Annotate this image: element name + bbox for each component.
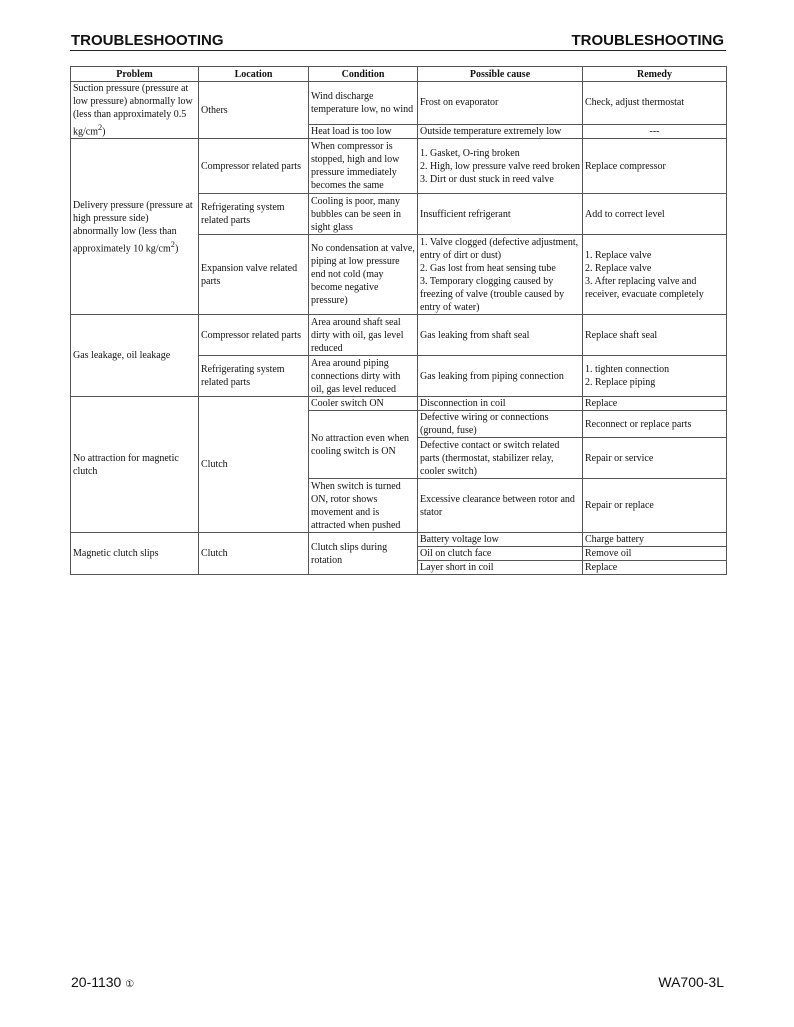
cause-cell: 1. Gasket, O-ring broken 2. High, low pressure valve reed broken 3. Dirt or dust stuck in reed valve	[418, 139, 583, 194]
remedy-cell: Reconnect or replace parts	[583, 411, 727, 438]
remedy-cell: Charge battery	[583, 533, 727, 547]
location-cell: Refrigerating system related parts	[199, 194, 309, 235]
cause-cell: Gas leaking from piping connection	[418, 356, 583, 397]
cause-cell: Layer short in coil	[418, 561, 583, 575]
table-row	[71, 139, 727, 194]
condition-cell: Cooling is poor, many bubbles can be seen in sight glass	[309, 194, 418, 235]
condition-cell: Area around piping connections dirty with oil, gas level reduced	[309, 356, 418, 397]
remedy-cell: Replace shaft seal	[583, 315, 727, 356]
cause-cell: Oil on clutch face	[418, 547, 583, 561]
cause-cell: Disconnection in coil	[418, 397, 583, 411]
location-cell: Refrigerating system related parts	[199, 356, 309, 397]
cause-cell: 1. Valve clogged (defective adjustment, entry of dirt or dust) 2. Gas lost from heat sensing tube 3. Temporary clogging caused by freezing of valve (trouble caused by entry of water)	[418, 235, 583, 315]
condition-cell: When switch is turned ON, rotor shows movement and is attracted when pushed	[309, 479, 418, 533]
condition-cell: Cooler switch ON	[309, 397, 418, 411]
model-name: WA700-3L	[658, 974, 724, 990]
remedy-cell: ---	[583, 124, 727, 139]
column-header-cause: Possible cause	[418, 67, 583, 82]
remedy-cell: 1. Replace valve 2. Replace valve 3. After replacing valve and receiver, evacuate completely	[583, 235, 727, 315]
column-header-location: Location	[199, 67, 309, 82]
table-row	[71, 533, 727, 547]
table-row	[71, 82, 727, 125]
cause-cell: Outside temperature extremely low	[418, 124, 583, 139]
location-cell: Compressor related parts	[199, 315, 309, 356]
cause-cell: Frost on evaporator	[418, 82, 583, 125]
location-cell: Expansion valve related parts	[199, 235, 309, 315]
location-cell: Clutch	[199, 533, 309, 575]
remedy-cell: Repair or replace	[583, 479, 727, 533]
location-cell: Compressor related parts	[199, 139, 309, 194]
cause-cell: Excessive clearance between rotor and stator	[418, 479, 583, 533]
remedy-cell: Replace compressor	[583, 139, 727, 194]
cause-cell: Defective contact or switch related parts (thermostat, stabilizer relay, cooler switch)	[418, 438, 583, 479]
table-row	[71, 315, 727, 356]
remedy-cell: Add to correct level	[583, 194, 727, 235]
remedy-cell: Replace	[583, 397, 727, 411]
location-cell: Clutch	[199, 397, 309, 533]
remedy-cell: Repair or service	[583, 438, 727, 479]
cause-cell: Battery voltage low	[418, 533, 583, 547]
header-title-right: TROUBLESHOOTING	[571, 32, 724, 49]
cause-cell: Gas leaking from shaft seal	[418, 315, 583, 356]
column-header-condition: Condition	[309, 67, 418, 82]
condition-cell: No attraction even when cooling switch is ON	[309, 411, 418, 479]
problem-cell: Suction pressure (pressure at low pressure) abnormally low (less than approximately 0.5 $kg/cm^2$)	[71, 82, 199, 139]
remedy-cell: Remove oil	[583, 547, 727, 561]
table-header-row	[71, 67, 727, 82]
table-row	[71, 397, 727, 411]
remedy-cell: 1. tighten connection 2. Replace piping	[583, 356, 727, 397]
location-cell: Others	[199, 82, 309, 139]
problem-cell: Magnetic clutch slips	[71, 533, 199, 575]
condition-cell: Wind discharge temperature low, no wind	[309, 82, 418, 125]
condition-cell: Area around shaft seal dirty with oil, gas level reduced	[309, 315, 418, 356]
header-title-left: TROUBLESHOOTING	[71, 32, 224, 49]
problem-cell: Gas leakage, oil leakage	[71, 315, 199, 397]
page-number: 20-1130 ①	[71, 974, 135, 990]
column-header-problem: Problem	[71, 67, 199, 82]
troubleshooting-table	[70, 66, 727, 575]
revision-mark-icon: ①	[125, 979, 135, 990]
header-rule	[70, 50, 726, 51]
problem-cell: Delivery pressure (pressure at high pressure side) abnormally low (less than approximately 10 $kg/cm^2$)	[71, 139, 199, 315]
cause-cell: Defective wiring or connections (ground, fuse)	[418, 411, 583, 438]
remedy-cell: Check, adjust thermostat	[583, 82, 727, 125]
condition-cell: No condensation at valve, piping at low pressure end not cold (may become negative pressure)	[309, 235, 418, 315]
condition-cell: When compressor is stopped, high and low pressure immediately becomes the same	[309, 139, 418, 194]
cause-cell: Insufficient refrigerant	[418, 194, 583, 235]
column-header-remedy: Remedy	[583, 67, 727, 82]
problem-cell: No attraction for magnetic clutch	[71, 397, 199, 533]
condition-cell: Heat load is too low	[309, 124, 418, 139]
remedy-cell: Replace	[583, 561, 727, 575]
condition-cell: Clutch slips during rotation	[309, 533, 418, 575]
